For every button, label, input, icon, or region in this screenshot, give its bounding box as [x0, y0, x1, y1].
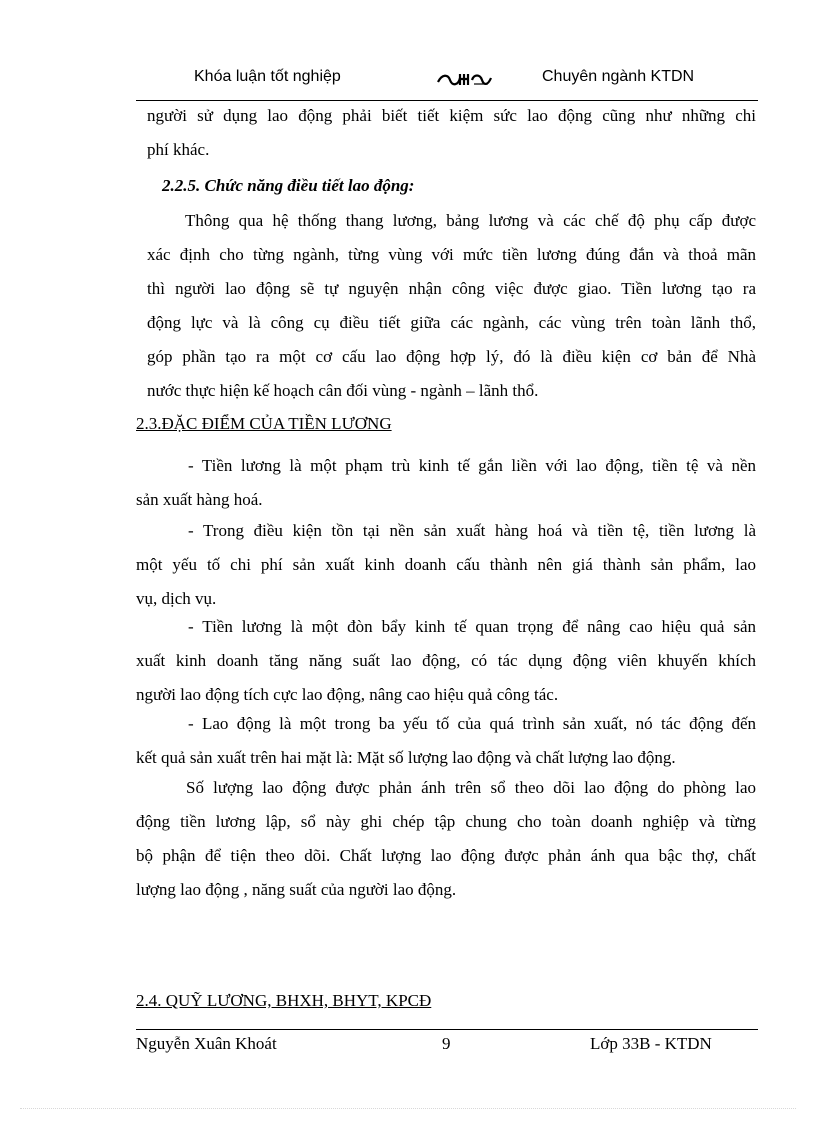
section-2-2-5-paragraph	[147, 204, 756, 408]
text-line: nước thực hiện kế hoạch cân đối vùng - ngành – lãnh thổ.	[147, 381, 539, 400]
intro-paragraph	[147, 99, 756, 167]
footer-class: Lớp 33B - KTDN	[590, 1034, 712, 1053]
text-line: sản xuất hàng hoá.	[136, 490, 263, 509]
header-left-text: Khóa luận tốt nghiệp	[194, 68, 341, 85]
text-line: người sử dụng lao động phải biết tiết kiệm sức lao động cũng như những chi	[147, 106, 756, 125]
section-heading-2-3: 2.3.ĐẶC ĐIỂM CỦA TIỀN LƯƠNG	[136, 414, 392, 433]
text-line: người lao động tích cực lao động, nâng cao hiệu quả công tác.	[136, 685, 559, 704]
text-line: kết quả sản xuất trên hai mặt là: Mặt số lượng lao động và chất lượng lao động.	[136, 748, 676, 767]
header-right-text: Chuyên ngành KTDN	[542, 68, 695, 85]
footer-rule	[136, 1029, 758, 1030]
text-line: thì người lao động sẽ tự nguyện nhận công việc được giao. Tiền lương tạo ra	[147, 279, 756, 298]
bullet-paragraph-4	[136, 707, 756, 775]
text-line: - Tiền lương là một phạm trù kinh tế gắn liền với lao động, tiền tệ và nền	[188, 456, 756, 475]
text-line: Thông qua hệ thống thang lương, bảng lương và các chế độ phụ cấp được	[185, 211, 756, 230]
text-line: một yếu tố chi phí sản xuất kinh doanh cấu thành nên giá thành sản phẩm, lao	[136, 555, 756, 574]
section-heading-2-2-5: 2.2.5. Chức năng điều tiết lao động:	[162, 176, 415, 195]
page-bottom-divider	[20, 1108, 796, 1109]
text-line: xác định cho từng ngành, từng vùng với mức tiền lương đúng đắn và thoả mãn	[147, 245, 756, 264]
text-line: - Tiền lương là một đòn bẩy kinh tế quan trọng để nâng cao hiệu quả sản	[188, 617, 756, 636]
footer-author: Nguyễn Xuân Khoát	[136, 1034, 277, 1053]
text-line: động lực và là công cụ điều tiết giữa các ngành, các vùng trên toàn lãnh thổ,	[147, 313, 756, 332]
text-line: lượng lao động , năng suất của người lao động.	[136, 880, 457, 899]
bullet-paragraph-1	[136, 449, 756, 517]
page-header	[136, 64, 758, 94]
bullet-paragraph-2	[136, 514, 756, 616]
text-line: Số lượng lao động được phản ánh trên sổ theo dõi lao động do phòng lao	[186, 778, 756, 797]
text-line: - Trong điều kiện tồn tại nền sản xuất hàng hoá và tiền tệ, tiền lương là	[188, 521, 756, 540]
footer-page-number: 9	[442, 1034, 451, 1053]
ornament-icon	[434, 68, 494, 90]
text-line: bộ phận để tiện theo dõi. Chất lượng lao động được phản ánh qua bậc thợ, chất	[136, 846, 756, 865]
text-line: động tiền lương lập, sổ này ghi chép tập chung cho toàn doanh nghiệp và từng	[136, 812, 756, 831]
text-line: phí khác.	[147, 140, 210, 159]
text-line: - Lao động là một trong ba yếu tố của quá trình sản xuất, nó tác động đến	[188, 714, 756, 733]
text-line: góp phần tạo ra một cơ cấu lao động hợp lý, đó là điều kiện cơ bản để Nhà	[147, 347, 756, 366]
text-line: xuất kinh doanh tăng năng suất lao động, có tác dụng động viên khuyến khích	[136, 651, 756, 670]
body-paragraph	[136, 771, 756, 907]
text-line: vụ, dịch vụ.	[136, 589, 217, 608]
section-heading-2-4: 2.4. QUỸ LƯƠNG, BHXH, BHYT, KPCĐ	[136, 991, 432, 1010]
bullet-paragraph-3	[136, 610, 756, 712]
